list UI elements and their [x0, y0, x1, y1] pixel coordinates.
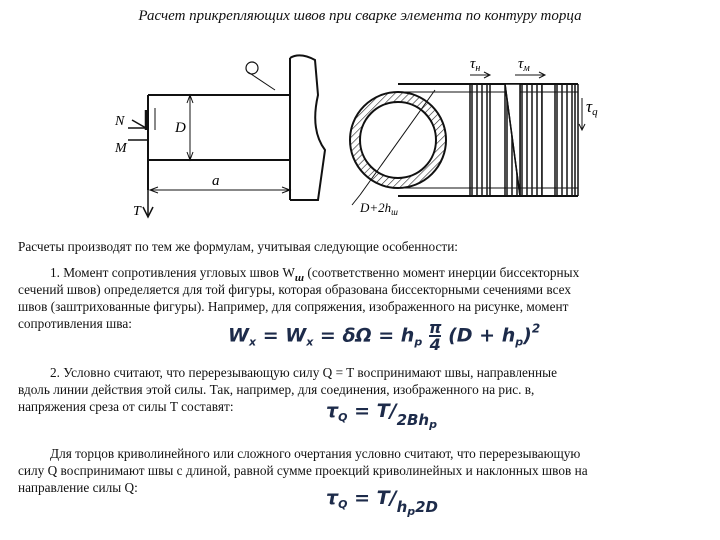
label-a: a	[212, 173, 220, 189]
p3-line2: силу Q воспринимают швы с длиной, равной сумме проекций криволинейных и наклонных швов на	[18, 463, 588, 478]
label-N: N	[115, 114, 125, 129]
formula-shear-2: $\tau_Q = T/_{hp2D}$	[326, 487, 439, 518]
label-tau-n: $\tau_н$	[470, 56, 481, 74]
formula-shear-1: $\tau_Q = T/_{2Bhp}$	[326, 400, 437, 431]
formula-moment: $W_x = W_x = \delta\Omega = h_p$ $\frac{\pi}{4}$ $(D + h_p)^2$	[228, 318, 541, 354]
circle-section	[350, 72, 585, 205]
p3-line1: Для торцов криволинейного или сложного очертания условно считают, что перерезывающую	[50, 446, 581, 461]
p1-line4: сопротивления шва:	[18, 316, 132, 331]
p2-line2: вдоль линии действия этой силы. Так, например, для соединения, изображенного на рис. в,	[18, 382, 535, 397]
p2-line1: 2. Условно считают, что перерезывающую силу Q = T воспринимают швы, направленные	[50, 365, 558, 380]
label-tau-m: $\tau_м$	[518, 56, 530, 74]
label-D: D	[175, 120, 186, 136]
welding-figure	[0, 0, 720, 225]
label-tau-q: τq	[586, 97, 598, 118]
p3-line3: направление силы Q:	[18, 480, 138, 495]
p1-line3: швов (заштрихованные фигуры). Например, для сопряжения, изображенного на рисунке, момент	[18, 299, 569, 314]
label-M: M	[115, 141, 127, 156]
intro-line: Расчеты производят по тем же формулам, учитывая следующие особенности:	[18, 239, 458, 254]
p1-line2: сечений швов) определяется для той фигуры, которая образована биссекторными сечениями всех	[18, 282, 572, 297]
page-title: Расчет прикрепляющих швов при сварке элемента по контуру торца	[138, 8, 582, 24]
label-dimension: $D+2h_ш$	[360, 200, 398, 217]
p2-line3: напряжения среза от силы T составят:	[18, 399, 234, 414]
label-T: T	[133, 204, 141, 219]
p1-line1: 1. Момент сопротивления угловых швов $W_ш$ (соответственно момент инерции биссекторных	[50, 265, 580, 284]
left-view	[128, 55, 325, 217]
